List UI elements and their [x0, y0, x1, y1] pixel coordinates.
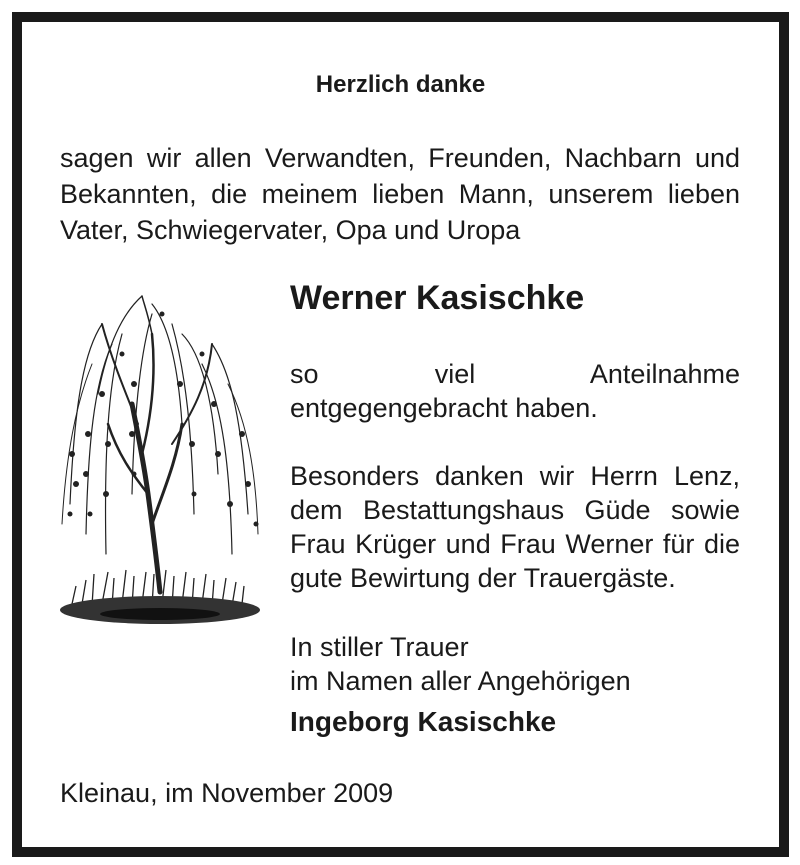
place-date: Kleinau, im November 2009 — [60, 778, 394, 808]
deceased-name: Werner Kasischke — [290, 279, 585, 317]
signoff-line-1: In stiller Trauer — [290, 632, 469, 662]
heading: Herzlich danke — [315, 71, 486, 98]
notice-frame — [12, 12, 789, 857]
weeping-willow-tree-icon — [52, 274, 268, 656]
signer-name: Ingeborg Kasischke — [290, 706, 557, 737]
paragraph-condolence: so viel Anteilnahme entgegengebracht haben. — [290, 359, 740, 423]
signoff-line-2: im Namen aller Angehörigen — [290, 666, 631, 696]
intro-text: sagen wir allen Verwandten, Freunden, Nachbarn und Bekannten, die meinem lieben Mann, unserem lieben Vater, Schwiegervater, Opa und Uropa — [60, 143, 740, 245]
paragraph-thanks: Besonders danken wir Herrn Lenz, dem Bestattungshaus Güde sowie Frau Krüger und Frau Werner für die gute Bewirtung der Trauergäste. — [290, 461, 740, 593]
